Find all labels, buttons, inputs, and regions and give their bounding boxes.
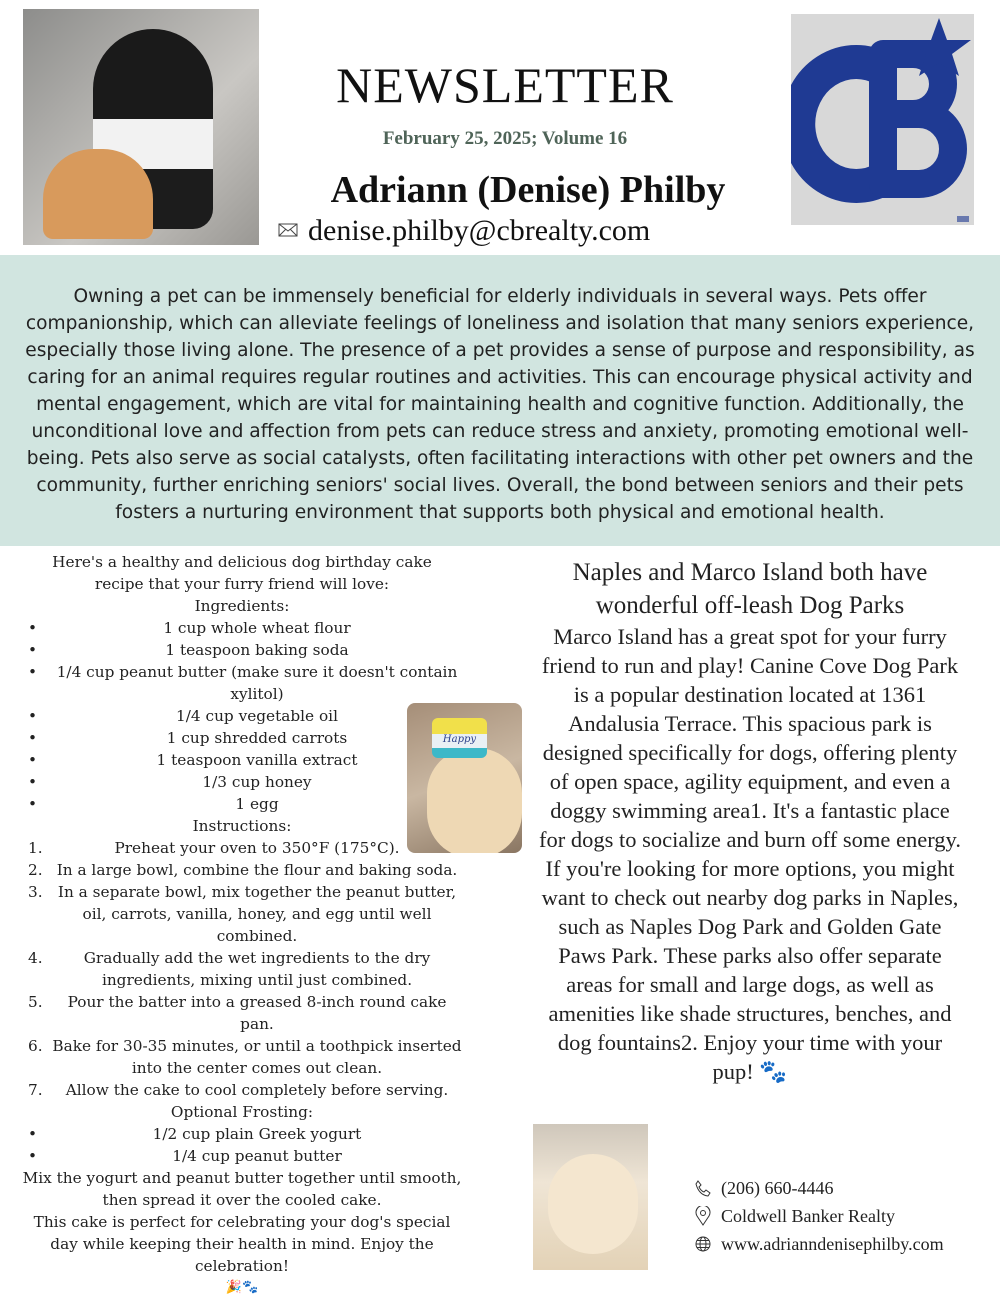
coldwell-banker-logo xyxy=(791,14,974,225)
instruction-step xyxy=(22,991,462,1035)
issue-date: February 25, 2025; Volume 16 xyxy=(382,128,628,149)
birthday-dog-photo xyxy=(407,703,522,853)
list-marker: • xyxy=(28,663,38,681)
list-marker: 1. xyxy=(28,839,43,857)
list-marker: • xyxy=(28,773,38,791)
parks-paragraph-1: Marco Island has a great spot for your furry friend to run and play! Canine Cove Dog Park is a popular destination located at 1361 Andalusia Terrace. This spacious park is designed specifically for dogs, offering plenty of open space, agility equipment, and even a doggy swimming area1. It's a fantastic place for dogs to socialize and burn off some energy. xyxy=(539,624,961,852)
happy-hat-label: Happy xyxy=(432,718,487,758)
list-item-text: 1/3 cup honey xyxy=(202,773,312,791)
list-item-text: 1 cup shredded carrots xyxy=(166,729,348,747)
list-marker: 7. xyxy=(28,1081,43,1099)
phone-number[interactable]: (206) 660-4446 xyxy=(721,1177,834,1198)
location-pin-icon xyxy=(693,1206,713,1226)
ingredient-item xyxy=(22,617,462,639)
recipe-closing: This cake is perfect for celebrating your dog's special day while keeping their health in mind. Enjoy the celebration! xyxy=(33,1213,451,1275)
list-marker: • xyxy=(28,1125,38,1143)
list-item-text: Pour the batter into a greased 8-inch round cake pan. xyxy=(67,993,447,1033)
dog-parks-section xyxy=(535,556,965,1086)
list-marker: • xyxy=(28,795,38,813)
list-marker: 4. xyxy=(28,949,43,967)
email-link[interactable]: denise.philby@cbrealty.com xyxy=(308,214,651,247)
ingredient-item xyxy=(22,793,462,815)
newsletter-title: NEWSLETTER xyxy=(336,57,674,113)
instruction-step xyxy=(22,1035,462,1079)
phone-icon xyxy=(693,1179,713,1197)
contact-info xyxy=(693,1174,944,1258)
list-item-text: Preheat your oven to 350°F (175°C). xyxy=(114,839,400,857)
envelope-icon xyxy=(278,222,298,241)
email-row xyxy=(278,214,650,248)
list-marker: 5. xyxy=(28,993,43,1011)
list-marker: 6. xyxy=(28,1037,43,1055)
cb-logo-mark xyxy=(791,14,974,225)
ingredient-item xyxy=(22,771,462,793)
frosting-item xyxy=(22,1123,462,1145)
list-marker: • xyxy=(28,1147,38,1165)
website-link[interactable]: www.adrianndenisephilby.com xyxy=(721,1233,944,1254)
list-marker: • xyxy=(28,707,38,725)
celebration-emoji: 🎉🐾 xyxy=(225,1280,259,1295)
list-item-text: 1/4 cup peanut butter (make sure it doesn't contain xylitol) xyxy=(56,663,458,703)
frosting-label: Optional Frosting: xyxy=(170,1103,314,1121)
ingredient-item xyxy=(22,749,462,771)
list-item-text: Allow the cake to cool completely before serving. xyxy=(65,1081,449,1099)
ingredient-item xyxy=(22,661,462,705)
list-marker: • xyxy=(28,641,38,659)
agent-name: Adriann (Denise) Philby xyxy=(330,169,726,211)
list-marker: 3. xyxy=(28,883,43,901)
list-item-text: 1 teaspoon vanilla extract xyxy=(156,751,358,769)
instruction-step xyxy=(22,1079,462,1101)
instruction-step xyxy=(22,947,462,991)
list-item-text: In a separate bowl, mix together the peanut butter, oil, carrots, vanilla, honey, and egg until well combined. xyxy=(57,883,457,945)
frosting-item xyxy=(22,1145,462,1167)
list-item-text: 1/2 cup plain Greek yogurt xyxy=(152,1125,362,1143)
list-item-text: In a large bowl, combine the flour and baking soda. xyxy=(56,861,458,879)
recipe-section xyxy=(22,551,462,1299)
list-item-text: Bake for 30-35 minutes, or until a toothpick inserted into the center comes out clean. xyxy=(52,1037,462,1077)
list-item-text: 1 egg xyxy=(235,795,279,813)
frosting-text: Mix the yogurt and peanut butter together until smooth, then spread it over the cooled cake. xyxy=(22,1169,462,1209)
globe-icon xyxy=(693,1236,713,1252)
list-item-text: 1 teaspoon baking soda xyxy=(165,641,349,659)
parks-heading: Naples and Marco Island both have wonderful off-leash Dog Parks xyxy=(572,559,928,619)
list-marker: 2. xyxy=(28,861,43,879)
list-marker: • xyxy=(28,619,38,637)
intro-paragraph: Owning a pet can be immensely beneficial for elderly individuals in several ways. Pets offer companionship, which can alleviate feelings of loneliness and isolation that many seniors experience, especially those living alone. The presence of a pet provides a sense of purpose and responsibility, as caring for an animal requires regular routines and activities. This can encourage physical activity and mental engagement, which are vital for maintaining health and cognitive function. Additionally, the unconditional love and affection from pets can reduce stress and anxiety, promoting emotional well-being. Pets also serve as social catalysts, often facilitating interactions with other pet owners and the community, further enriching seniors' social lives. Overall, the bond between seniors and their pets fosters a nurturing environment that supports both physical and emotional health. xyxy=(25,286,975,523)
list-item-text: 1 cup whole wheat flour xyxy=(163,619,351,637)
ingredient-item xyxy=(22,727,462,749)
list-marker: • xyxy=(28,729,38,747)
puppy-photo xyxy=(533,1124,648,1270)
ingredient-item xyxy=(22,705,462,727)
company-name: Coldwell Banker Realty xyxy=(721,1205,895,1226)
instruction-step xyxy=(22,881,462,947)
list-item-text: 1/4 cup peanut butter xyxy=(172,1147,342,1165)
instructions-label: Instructions: xyxy=(192,817,292,835)
ingredients-label: Ingredients: xyxy=(194,597,290,615)
instruction-step xyxy=(22,837,462,859)
recipe-intro: Here's a healthy and delicious dog birthday cake recipe that your furry friend will love: xyxy=(52,553,432,593)
list-item-text: Gradually add the wet ingredients to the dry ingredients, mixing until just combined. xyxy=(83,949,431,989)
ingredient-item xyxy=(22,639,462,661)
instruction-step xyxy=(22,859,462,881)
parks-paragraph-2: If you're looking for more options, you might want to check out nearby dog parks in Naples, such as Naples Dog Park and Golden Gate Paws Park. These parks also offer separate areas for small and large dogs, as well as amenities like shade structures, benches, and dog fountains2. Enjoy your time with your pup! 🐾 xyxy=(541,856,959,1084)
list-item-text: 1/4 cup vegetable oil xyxy=(176,707,338,725)
list-marker: • xyxy=(28,751,38,769)
dog-and-cat-photo xyxy=(23,9,259,245)
